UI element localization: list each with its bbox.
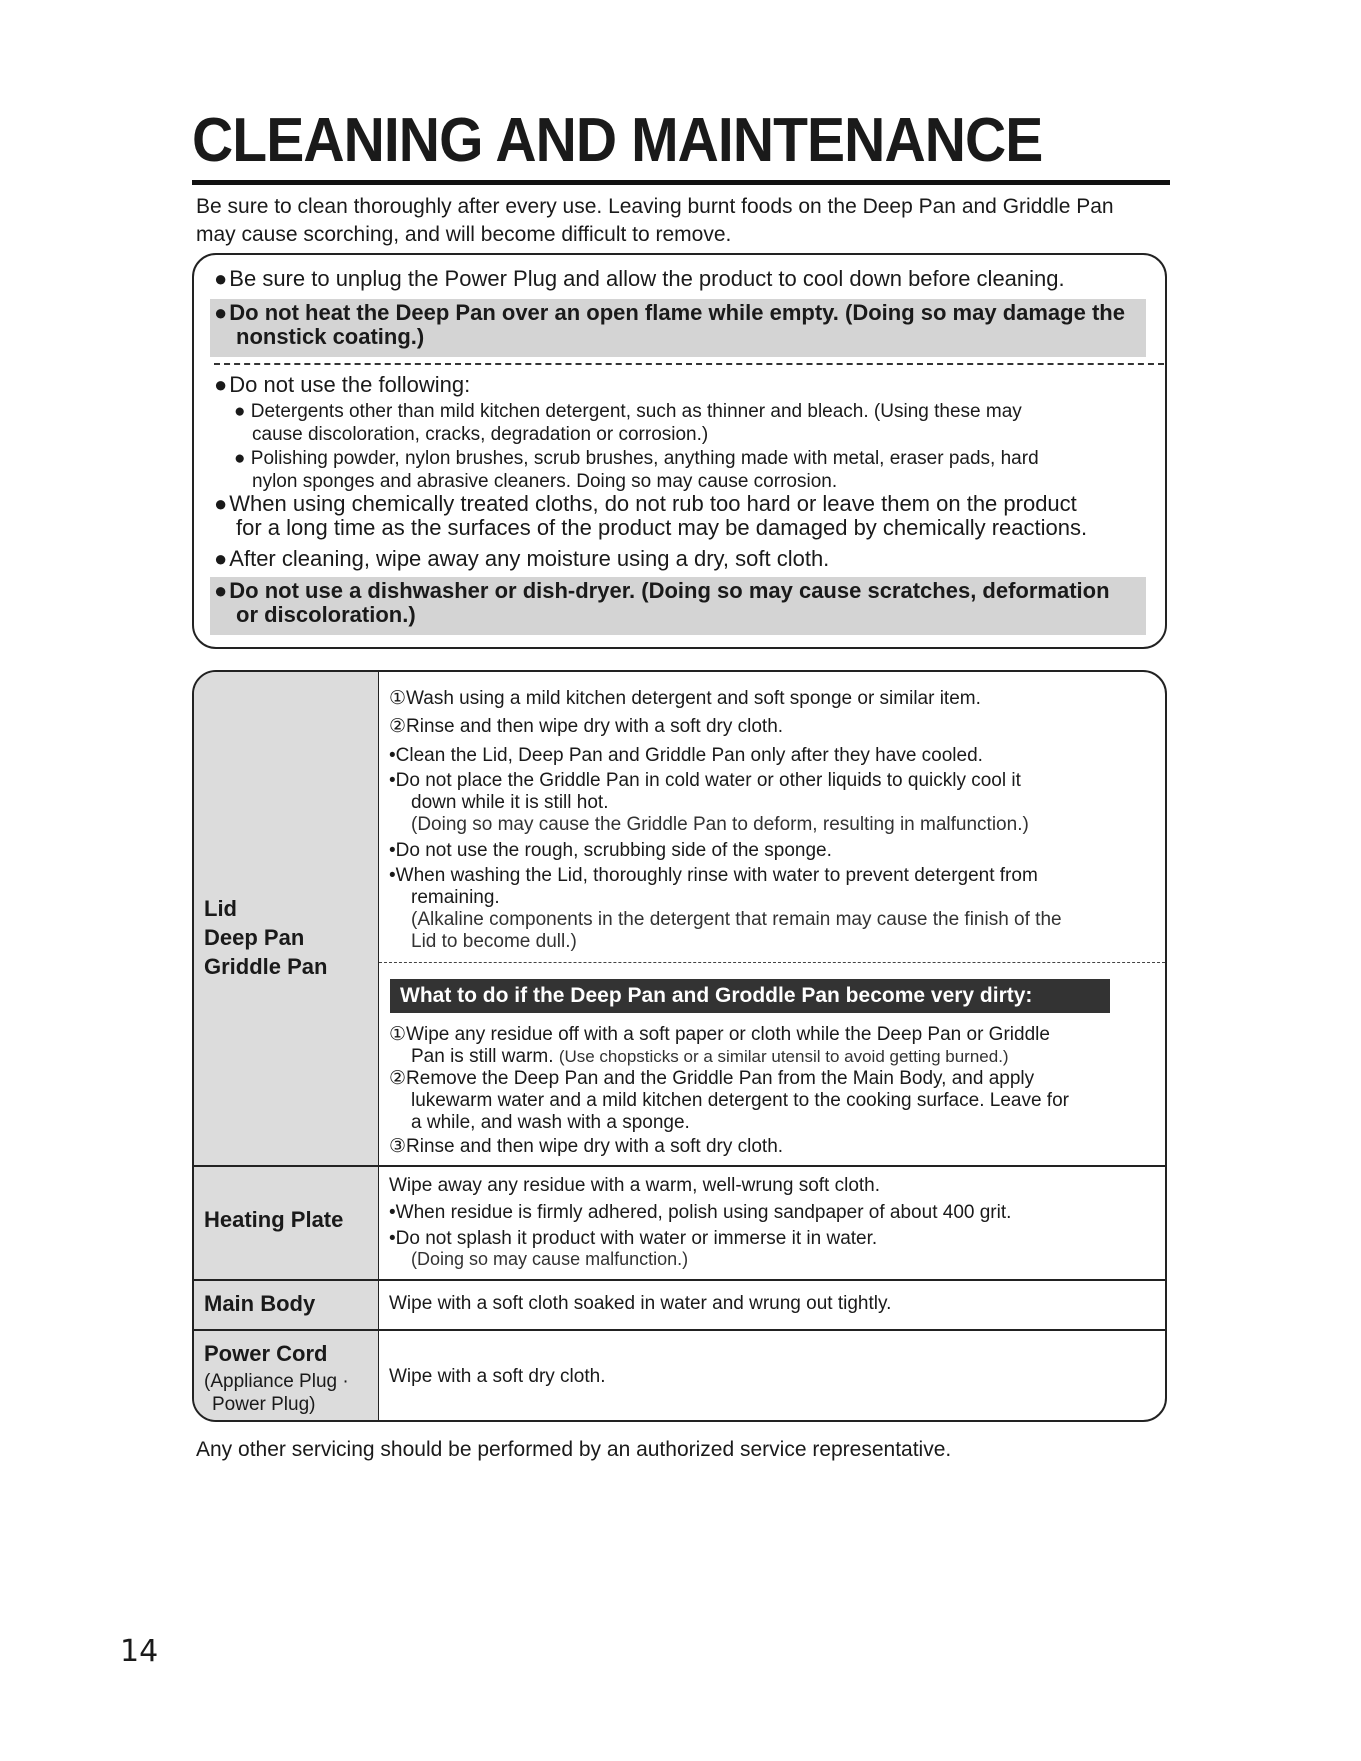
bullet-icon: ● <box>234 401 246 422</box>
main-body-text: Wipe with a soft cloth soaked in water and wrung out tightly. <box>389 1293 892 1314</box>
label-main-body: Main Body <box>204 1291 316 1316</box>
step-2: ②Rinse and then wipe dry with a soft dry cloth. <box>389 716 784 737</box>
caution-polishing: ● Polishing powder, nylon brushes, scrub brushes, anything made with metal, eraser pads, hard nylon sponges and abrasive cleaners. Doing so may cause corrosion. <box>234 448 1039 492</box>
bullet-icon: ● <box>214 372 228 397</box>
row-content-cell <box>379 1281 1165 1329</box>
row-content-cell <box>379 1331 1165 1422</box>
dirty-step-1: ①Wipe any residue off with a soft paper or cloth while the Deep Pan or Griddle Pan is still warm. (Use chopsticks or a similar utensil to avoid getting burned.) <box>389 1024 1050 1067</box>
bullet-icon: ● <box>214 266 228 291</box>
bullet-icon: ● <box>214 491 228 516</box>
heating-plate-wipe: Wipe away any residue with a warm, well-wrung soft cloth. <box>389 1175 881 1196</box>
heating-plate-sandpaper: •When residue is firmly adhered, polish using sandpaper of about 400 grit. <box>389 1202 1012 1223</box>
caution-box <box>192 253 1167 649</box>
caution-after: ●After cleaning, wipe away any moisture using a dry, soft cloth. <box>214 546 830 571</box>
row-label-cell <box>194 1281 379 1329</box>
label-heating-plate: Heating Plate <box>204 1207 344 1232</box>
note-lid-rinse: •When washing the Lid, thoroughly rinse with water to prevent detergent from remaining. (Alkaline components in the detergent that remain may cause the finish of the Lid to become dull.) <box>389 865 1062 952</box>
caution-dishwasher: ●Do not use a dishwasher or dish-dryer. (Doing so may cause scratches, deformation or discoloration.) <box>210 577 1146 635</box>
bullet-icon: ● <box>214 578 228 603</box>
bullet-icon: ● <box>214 546 228 571</box>
dashed-divider <box>379 962 1165 963</box>
intro-text: Be sure to clean thoroughly after every use. Leaving burnt foods on the Deep Pan and Griddle Pan may cause scorching, and will become difficult to remove. <box>196 195 1114 246</box>
caution-do-not-use: ●Do not use the following: <box>214 372 471 397</box>
page-title: CLEANING AND MAINTENANCE <box>192 106 1043 175</box>
cleaning-table <box>192 670 1167 1422</box>
dirty-step-3: ③Rinse and then wipe dry with a soft dry cloth. <box>389 1136 784 1157</box>
note-sponge: •Do not use the rough, scrubbing side of the sponge. <box>389 840 832 861</box>
label-lid: Lid <box>204 896 237 921</box>
footer-note: Any other servicing should be performed by an authorized service representative. <box>196 1438 952 1461</box>
row-label-cell <box>194 1167 379 1279</box>
row-content-cell <box>379 1167 1165 1279</box>
heating-plate-splash: •Do not splash it product with water or immerse it in water. <box>389 1228 878 1249</box>
page-number: 14 <box>120 1634 159 1669</box>
caution-chemical: ●When using chemically treated cloths, do not rub too hard or leave them on the product for a long time as the surfaces of the product may be damaged by chemically reactions. <box>214 491 1088 540</box>
dirty-step-2: ②Remove the Deep Pan and the Griddle Pan from the Main Body, and apply lukewarm water and a mild kitchen detergent to the cooking surface. Leave for a while, and wash with a sponge. <box>389 1068 1069 1133</box>
label-power-cord-sub2: Power Plug) <box>212 1394 316 1415</box>
row-content-cell <box>379 672 1165 1165</box>
step-1: ①Wash using a mild kitchen detergent and soft sponge or similar item. <box>389 688 981 709</box>
label-power-cord-sub1: (Appliance Plug · <box>204 1371 349 1392</box>
bullet-icon: ● <box>214 300 228 325</box>
note-cool: •Clean the Lid, Deep Pan and Griddle Pan only after they have cooled. <box>389 745 983 766</box>
bullet-icon: ● <box>234 448 246 469</box>
label-power-cord: Power Cord <box>204 1341 328 1366</box>
dashed-divider <box>214 363 1164 365</box>
caution-no-heat: ●Do not heat the Deep Pan over an open flame while empty. (Doing so may damage the nonstick coating.) <box>210 299 1146 357</box>
label-griddle-pan: Griddle Pan <box>204 954 328 979</box>
caution-unplug: ●Be sure to unplug the Power Plug and allow the product to cool down before cleaning. <box>214 266 1065 291</box>
heating-plate-note: (Doing so may cause malfunction.) <box>411 1249 689 1269</box>
power-cord-text: Wipe with a soft dry cloth. <box>389 1366 606 1387</box>
note-griddle: •Do not place the Griddle Pan in cold water or other liquids to quickly cool it down while it is still hot. (Doing so may cause the Griddle Pan to deform, resulting in malfunction.) <box>389 770 1029 835</box>
dirty-heading: What to do if the Deep Pan and Groddle Pan become very dirty: <box>390 979 1110 1013</box>
row-label-cell <box>194 672 379 1165</box>
label-deep-pan: Deep Pan <box>204 925 305 950</box>
row-label-cell <box>194 1331 379 1422</box>
title-rule <box>192 180 1170 185</box>
caution-detergents: ● Detergents other than mild kitchen detergent, such as thinner and bleach. (Using these may cause discoloration, cracks, degradation or corrosion.) <box>234 401 1022 445</box>
